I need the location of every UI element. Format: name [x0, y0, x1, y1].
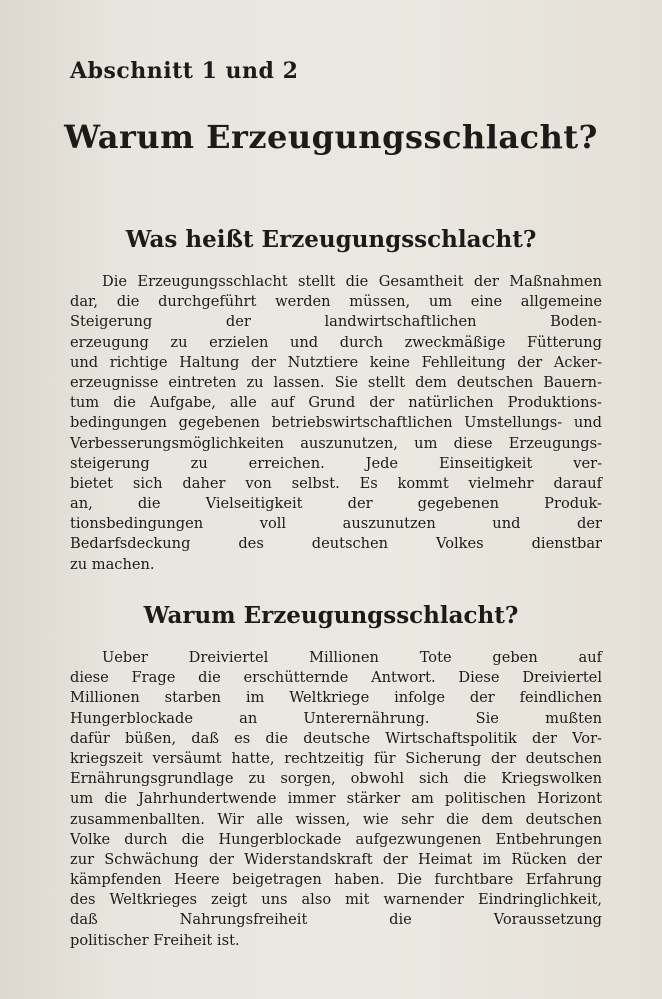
text-line: politischer Freiheit ist. — [70, 931, 240, 949]
text-line: an, die Vielseitigkeit der gegebenen Produk- — [70, 495, 602, 513]
text-line: Steigerung der landwirtschaftlichen Boden- — [70, 313, 602, 331]
section-heading: Warum Erzeugungsschlacht? — [143, 602, 519, 629]
body-paragraph — [70, 648, 602, 951]
text-line: zu machen. — [70, 555, 155, 573]
text-line: Ueber Dreiviertel Millionen Tote geben auf — [102, 649, 602, 666]
text-line: Die Erzeugungsschlacht stellt die Gesamtheit der Maßnahmen — [102, 273, 602, 290]
text-line: und richtige Haltung der Nutztiere keine Fehlleitung der Acker- — [70, 353, 602, 371]
text-line: des Weltkrieges zeigt uns also mit warnender Eindringlichkeit, — [70, 891, 602, 909]
text-line: daß Nahrungsfreiheit die Voraussetzung — [70, 911, 602, 929]
text-line: Hungerblockade an Unterernährung. Sie mußten — [70, 709, 602, 727]
text-line: tionsbedingungen voll auszunutzen und der — [70, 515, 602, 533]
section-heading: Was heißt Erzeugungsschlacht? — [125, 226, 537, 253]
text-line: um die Jahrhundertwende immer stärker am politischen Horizont — [70, 790, 602, 808]
text-line: kriegszeit versäumt hatte, rechtzeitig für Sicherung der deutschen — [70, 749, 602, 767]
text-line: kämpfenden Heere beigetragen haben. Die furchtbare Erfahrung — [70, 871, 602, 889]
text-line: steigerung zu erreichen. Jede Einseitigkeit ver- — [70, 454, 602, 472]
text-line: zusammenballten. Wir alle wissen, wie sehr die dem deutschen — [70, 810, 602, 828]
text-line: erzeugnisse eintreten zu lassen. Sie stellt dem deutschen Bauern- — [70, 373, 602, 391]
text-line: bedingungen gegebenen betriebswirtschaftlichen Umstellungs- und — [70, 414, 602, 432]
page-title: Warum Erzeugungsschlacht? — [64, 118, 598, 156]
text-line: zur Schwächung der Widerstandskraft der Heimat im Rücken der — [70, 850, 602, 868]
text-line: Bedarfsdeckung des deutschen Volkes dienstbar — [70, 535, 602, 553]
text-line: Millionen starben im Weltkriege infolge der feindlichen — [70, 689, 602, 707]
text-line: Ernährungsgrundlage zu sorgen, obwohl sich die Kriegswolken — [70, 770, 602, 788]
text-line: erzeugung zu erzielen und durch zweckmäßige Fütterung — [70, 333, 602, 351]
text-line: dar, die durchgeführt werden müssen, um eine allgemeine — [70, 293, 602, 311]
section-label: Abschnitt 1 und 2 — [70, 58, 299, 84]
text-line: dafür büßen, daß es die deutsche Wirtschaftspolitik der Vor- — [70, 729, 602, 747]
body-paragraph — [70, 272, 602, 575]
text-line: Verbesserungsmöglichkeiten auszunutzen, um diese Erzeugungs- — [70, 434, 602, 452]
text-line: bietet sich daher von selbst. Es kommt vielmehr darauf — [70, 474, 602, 492]
text-line: tum die Aufgabe, alle auf Grund der natürlichen Produktions- — [70, 394, 602, 412]
text-line: diese Frage die erschütternde Antwort. Diese Dreiviertel — [70, 669, 602, 687]
text-line: Volke durch die Hungerblockade aufgezwungenen Entbehrungen — [70, 830, 602, 848]
